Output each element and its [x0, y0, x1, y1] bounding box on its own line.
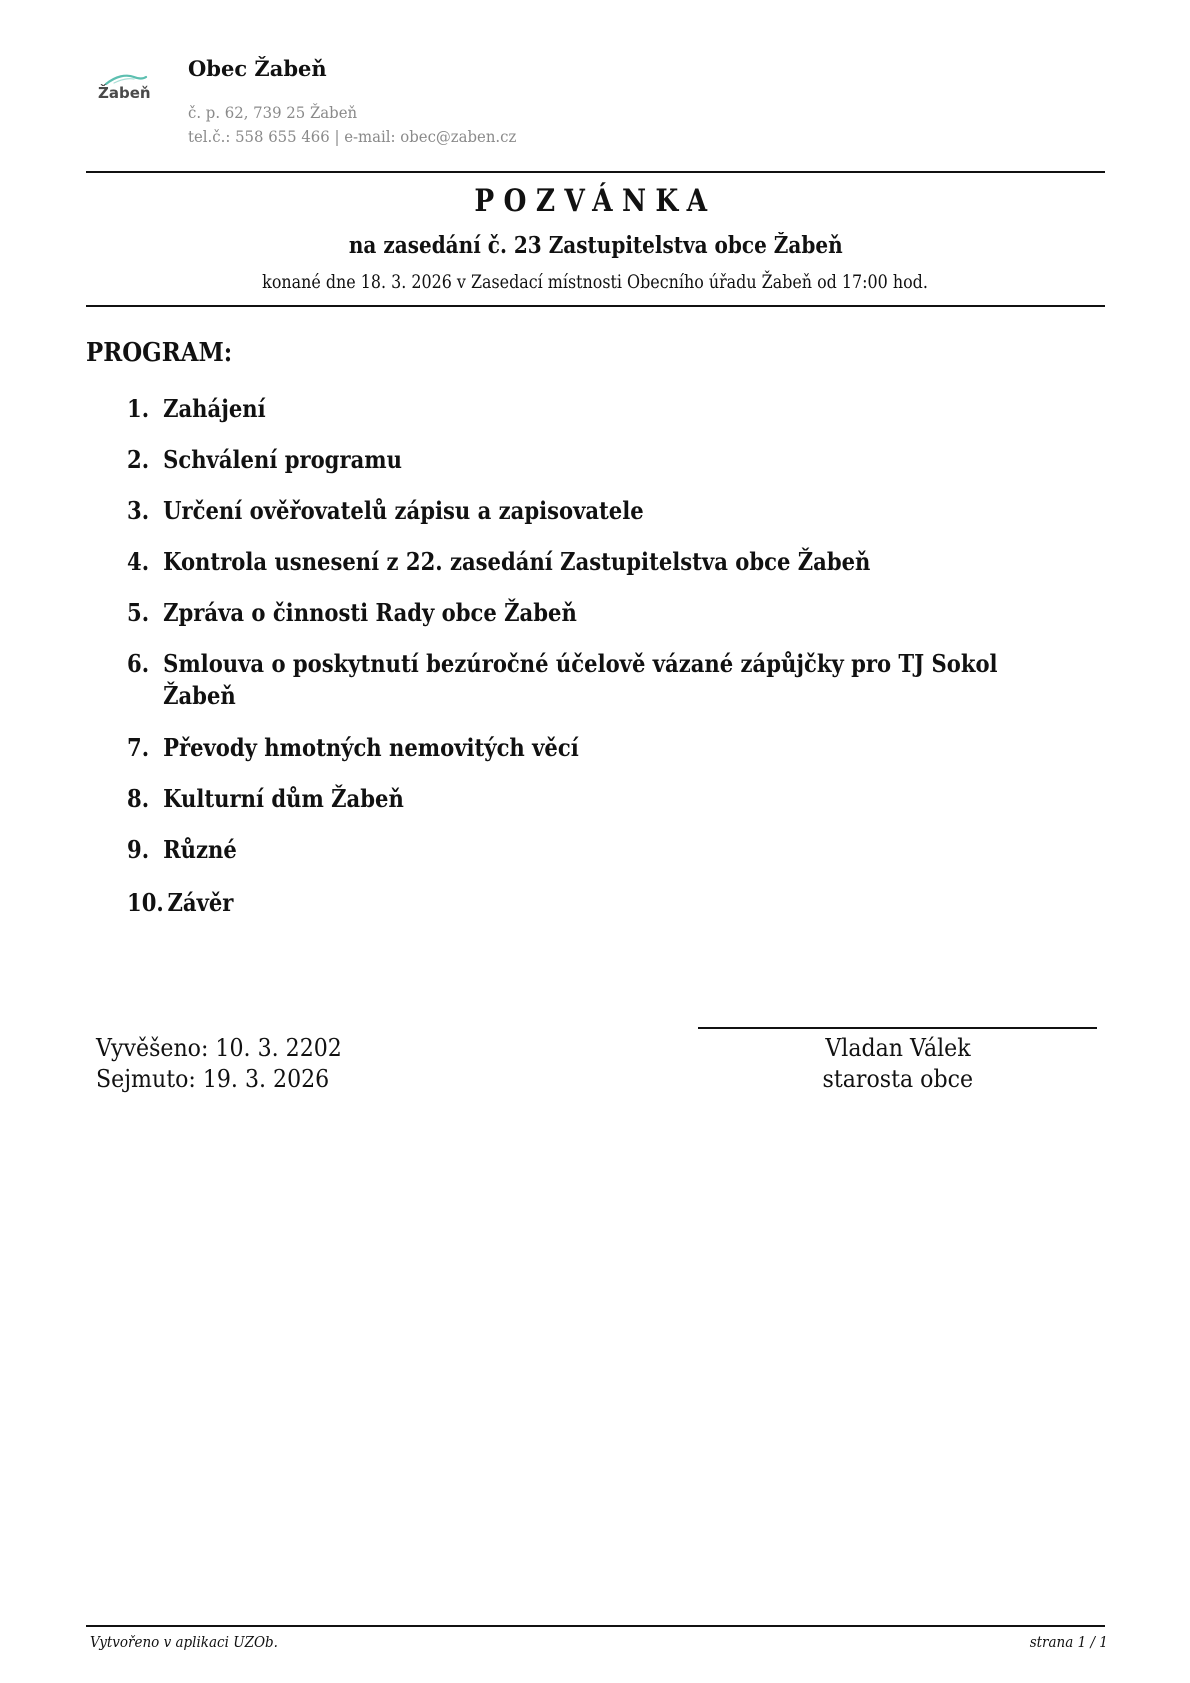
program-item: 8. Kulturní dům Žabeň [127, 784, 404, 813]
signature-line [698, 1027, 1097, 1029]
signer-name: Vladan Válek [824, 1034, 971, 1062]
signer-role: starosta obce [822, 1065, 973, 1093]
document-subtitle: na zasedání č. 23 Zastupitelstva obce Žabeň [348, 232, 843, 259]
program-item: 3. Určení ověřovatelů zápisu a zapisovatele [127, 496, 644, 525]
footer-page-number: strana 1 / 1 [1029, 1633, 1108, 1651]
divider-footer [86, 1625, 1105, 1627]
org-address: č. p. 62, 739 25 Žabeň [188, 103, 358, 122]
divider-mid [86, 305, 1105, 307]
program-item: 5. Zpráva o činnosti Rady obce Žabeň [127, 598, 577, 627]
program-item: 9. Různé [127, 835, 237, 864]
meeting-info: konané dne 18. 3. 2026 v Zasedací místnosti Obecního úřadu Žabeň od 17:00 hod. [262, 272, 929, 293]
org-name: Obec Žabeň [188, 56, 327, 81]
program-item: 2. Schválení programu [127, 445, 402, 474]
signature-block [698, 1033, 1097, 1095]
program-heading: PROGRAM: [86, 338, 233, 368]
org-contact: tel.č.: 558 655 466 | e-mail: obec@zaben.cz [188, 127, 517, 146]
program-item: 4. Kontrola usnesení z 22. zasedání Zastupitelstva obce Žabeň [127, 547, 871, 576]
document-title: POZVÁNKA [474, 183, 717, 219]
footer-created-with: Vytvořeno v aplikaci UZOb. [90, 1633, 278, 1651]
logo-text: Žabeň [98, 84, 151, 102]
program-item: 10. Závěr [127, 888, 234, 917]
divider-top [86, 171, 1105, 173]
program-item: 6. Smlouva o poskytnutí bezúročné účelově vázané zápůjčky pro TJ Sokol Žabeň [127, 649, 998, 710]
posted-date: Vyvěšeno: 10. 3. 2202 [96, 1034, 342, 1062]
program-item: 7. Převody hmotných nemovitých věcí [127, 733, 579, 762]
removed-date: Sejmuto: 19. 3. 2026 [96, 1065, 330, 1093]
program-item: 1. Zahájení [127, 394, 266, 423]
posting-dates [96, 1033, 342, 1095]
municipality-logo [96, 70, 156, 106]
